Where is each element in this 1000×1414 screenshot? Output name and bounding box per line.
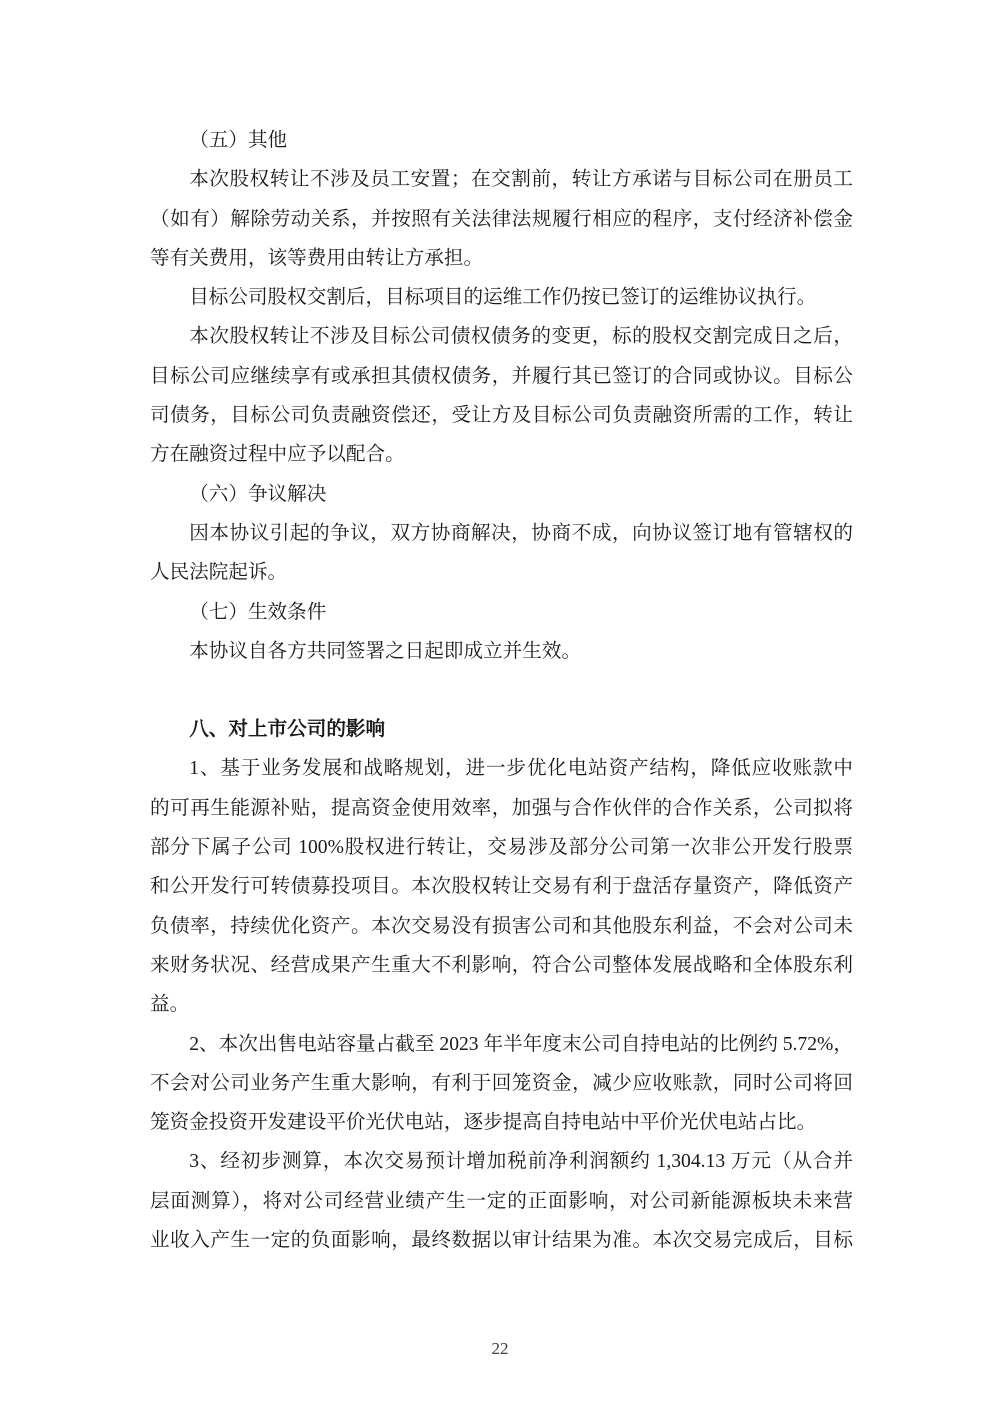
text-line: 本次股权转让不涉及员工安置；在交割前，转让方承诺与目标公司在册员工 (189, 169, 853, 191)
paragraph (150, 514, 853, 593)
text-line: 因本协议引起的争议，双方协商解决，协商不成，向协议签订地有管辖权的 (189, 522, 853, 544)
text-line: 笼资金投资开发建设平价光伏电站，逐步提高自持电站中平价光伏电站占比。 (150, 1112, 817, 1134)
text-line: 1、基于业务发展和战略规划，进一步优化电站资产结构，降低应收账款中 (189, 758, 853, 780)
text-line: 业收入产生一定的负面影响，最终数据以审计结果为准。本次交易完成后，目标 (150, 1230, 853, 1252)
text-line: 目标公司股权交割后，目标项目的运维工作仍按已签订的运维协议执行。 (189, 287, 817, 309)
text-line: 八、对上市公司的影响 (189, 719, 386, 741)
section-heading (150, 710, 853, 749)
paragraph (150, 1142, 853, 1260)
text-line: 本次股权转让不涉及目标公司债权债务的变更，标的股权交割完成日之后， (189, 326, 853, 348)
text-line: 人民法院起诉。 (150, 562, 288, 584)
paragraph-spacer (150, 671, 853, 710)
paragraph (150, 278, 853, 317)
sub-heading (150, 121, 853, 160)
paragraph (150, 632, 853, 671)
text-line: 本协议自各方共同签署之日起即成立并生效。 (189, 640, 582, 662)
text-line: 2、本次出售电站容量占截至 2023 年半年度末公司自持电站的比例约 5.72%， (189, 1033, 853, 1055)
paragraph (150, 749, 853, 1024)
sub-heading (150, 593, 853, 632)
text-line: 层面测算），将对公司经营业绩产生一定的正面影响，对公司新能源板块未来营 (150, 1190, 853, 1212)
text-line: 方在融资过程中应予以配合。 (150, 444, 405, 466)
text-line: 负债率，持续优化资产。本次交易没有损害公司和其他股东利益，不会对公司未 (150, 915, 853, 937)
document-body (150, 121, 853, 1260)
text-line: （七）生效条件 (189, 601, 327, 623)
text-line: 和公开发行可转债募投项目。本次股权转让交易有利于盘活存量资产，降低资产 (150, 876, 853, 898)
text-line: 等有关费用，该等费用由转让方承担。 (150, 247, 484, 269)
text-line: 目标公司应继续享有或承担其债权债务，并履行其已签订的合同或协议。目标公 (150, 365, 853, 387)
text-line: （如有）解除劳动关系，并按照有关法律法规履行相应的程序，支付经济补偿金 (150, 208, 853, 230)
page-number: 22 (491, 1339, 509, 1358)
text-line: 来财务状况、经营成果产生重大不利影响，符合公司整体发展战略和全体股东利 (150, 954, 853, 976)
text-line: 不会对公司业务产生重大影响，有利于回笼资金，减少应收账款，同时公司将回 (150, 1072, 853, 1094)
text-line: 的可再生能源补贴，提高资金使用效率，加强与合作伙伴的合作关系，公司拟将 (150, 797, 853, 819)
paragraph (150, 160, 853, 278)
text-line: 3、经初步测算，本次交易预计增加税前净利润额约 1,304.13 万元（从合并 (189, 1151, 853, 1173)
paragraph (150, 1025, 853, 1143)
text-line: （五）其他 (189, 130, 288, 151)
text-line: （六）争议解决 (189, 483, 327, 505)
text-line: 部分下属子公司 100%股权进行转让，交易涉及部分公司第一次非公开发行股票 (150, 837, 853, 859)
text-line: 司债务，目标公司负责融资偿还，受让方及目标公司负责融资所需的工作，转让 (150, 405, 853, 427)
sub-heading (150, 475, 853, 514)
paragraph (150, 317, 853, 474)
text-line: 益。 (150, 994, 190, 1016)
